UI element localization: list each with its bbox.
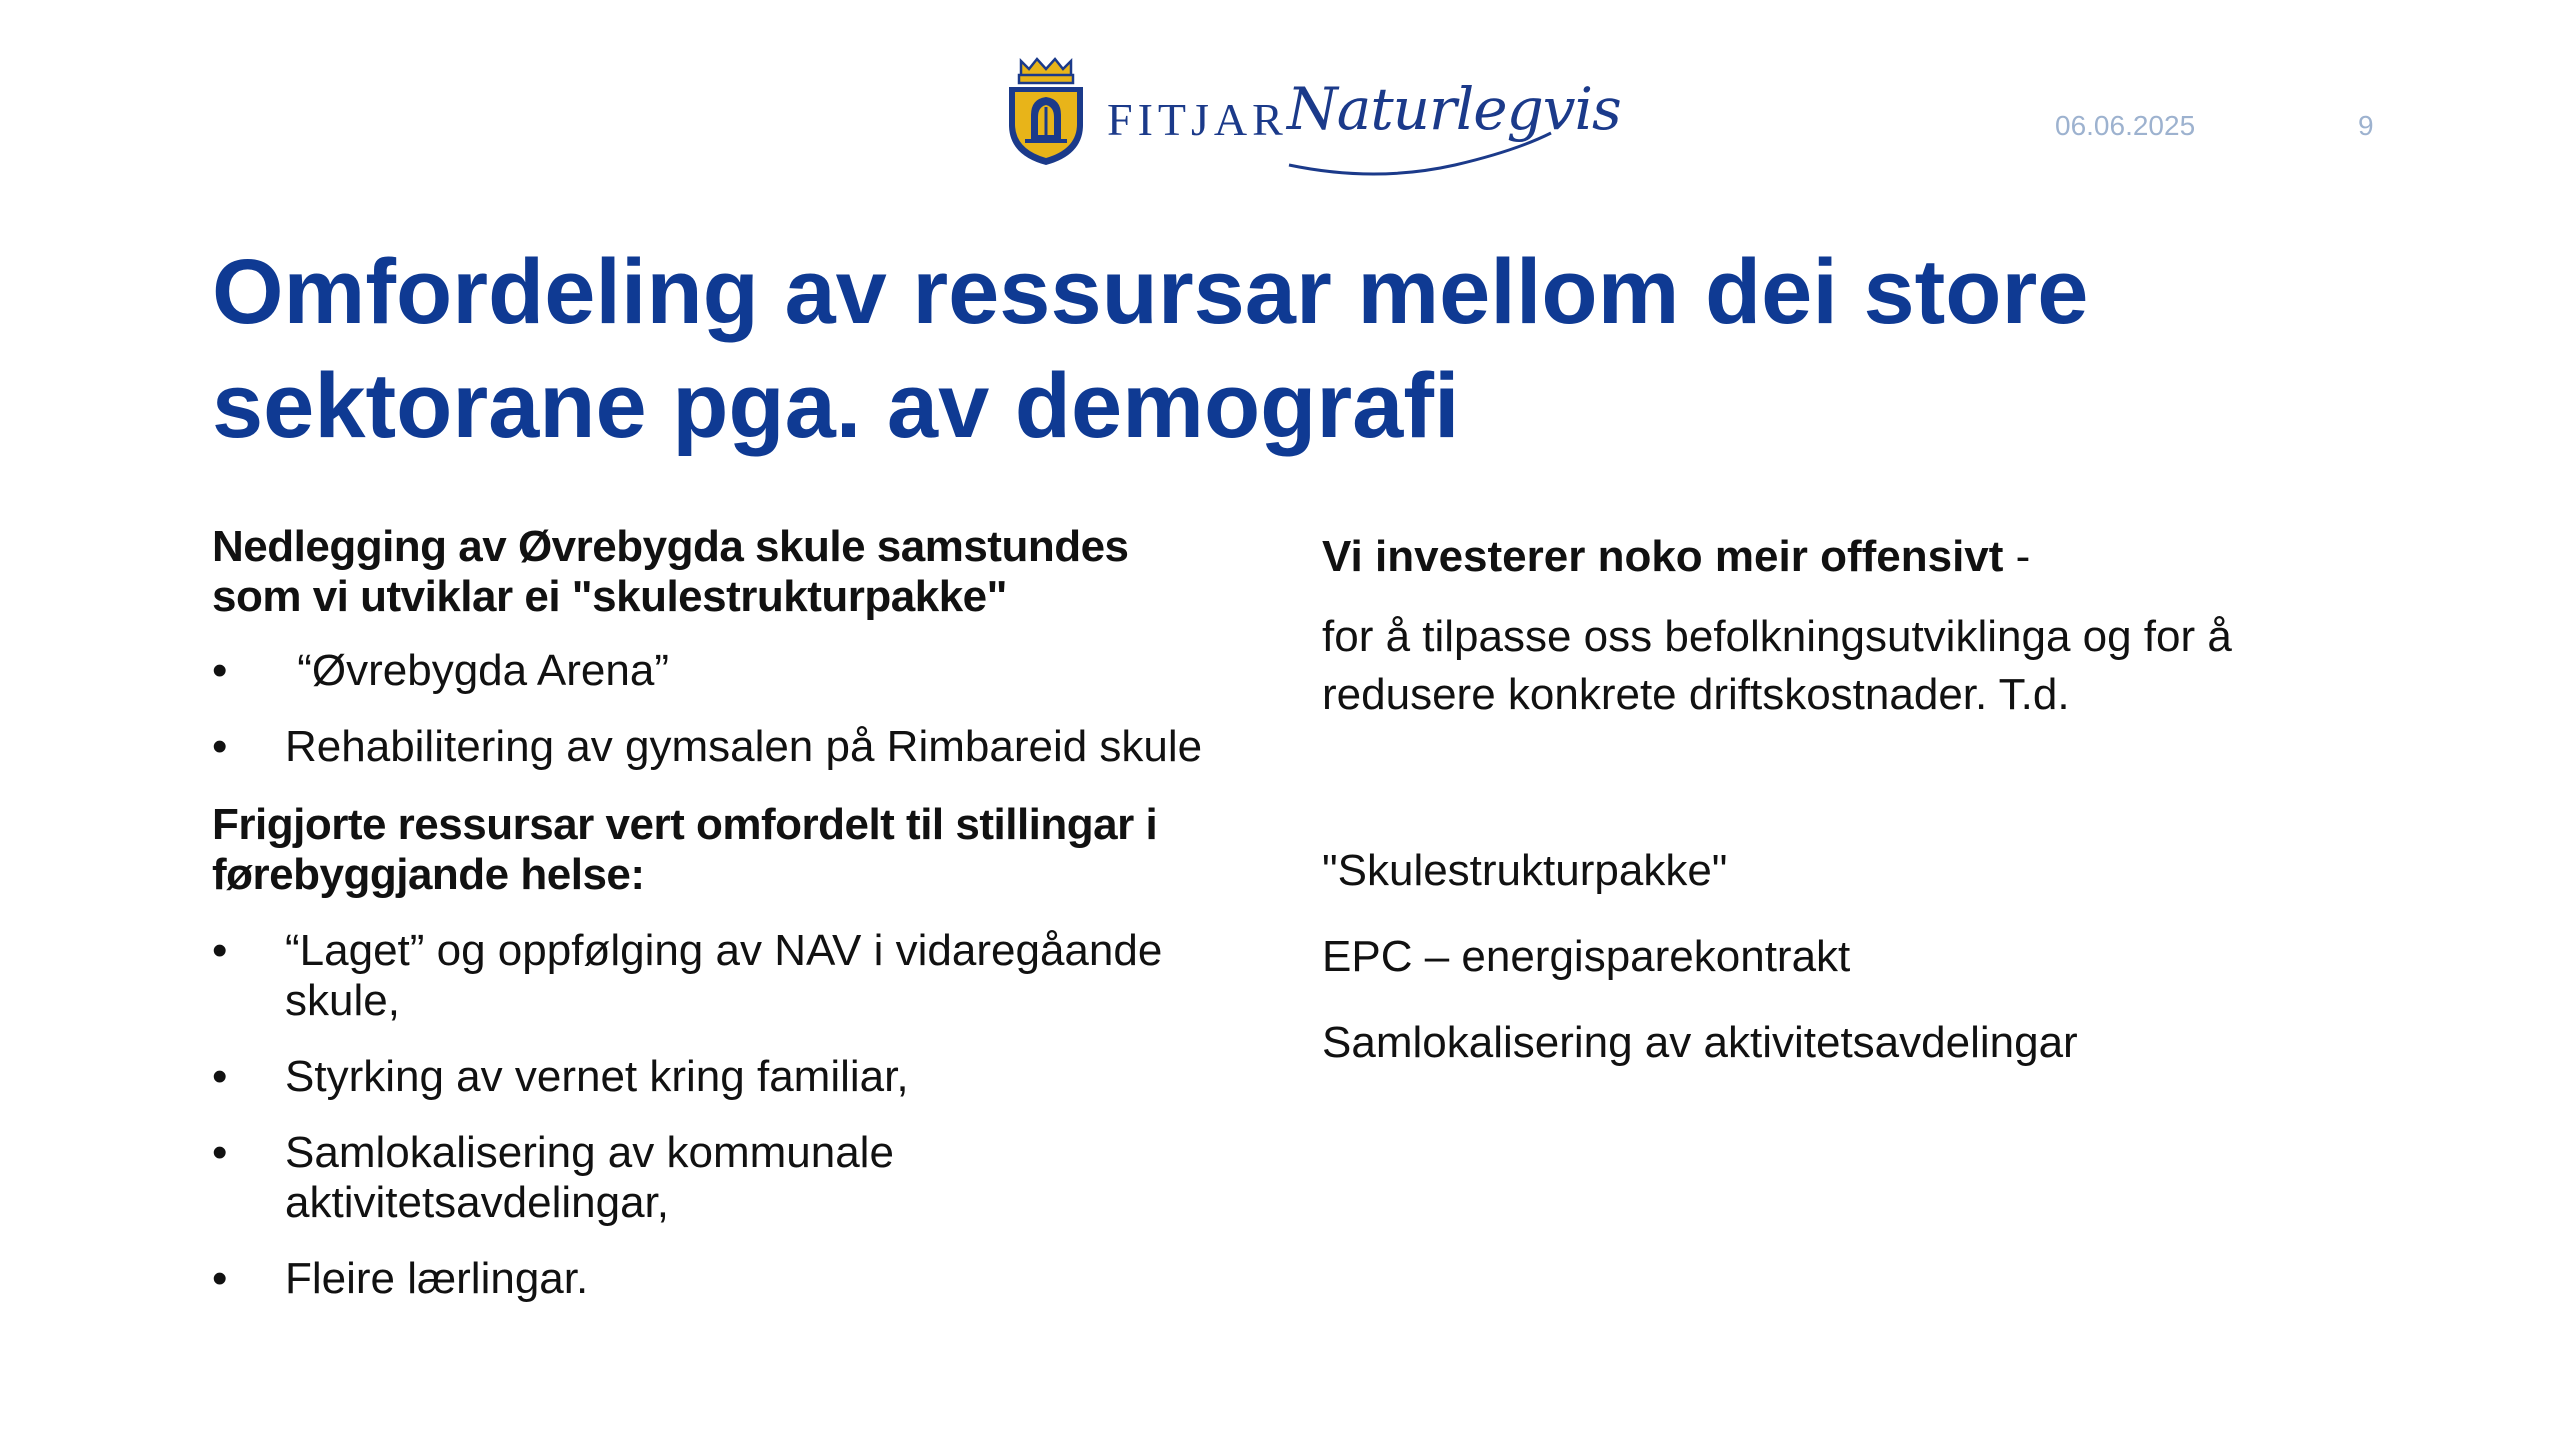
list-item (212, 722, 1285, 772)
fitjar-coat-of-arms-icon (1005, 55, 1087, 167)
list-item (212, 1254, 1272, 1304)
closure-bullet-list (212, 646, 1272, 772)
investment-heading-text: Vi investerer noko meir offensivt (1322, 532, 2004, 581)
bullet-icon: • (212, 926, 228, 975)
slogan-swash-icon (1285, 125, 1555, 180)
investment-item: EPC – energisparekontrakt (1322, 932, 1851, 981)
slide-date: 06.06.2025 (2055, 110, 2196, 141)
left-column (212, 522, 1272, 1304)
left-heading-closure: Nedlegging av Øvrebygda skule samstundes som vi utviklar ei "skulestrukturpakke" (212, 522, 1129, 621)
list-item-text: “Øvrebygda Arena” (285, 646, 669, 695)
list-item (212, 1128, 1085, 1228)
bullet-icon: • (212, 1254, 228, 1303)
bullet-icon: • (212, 1052, 228, 1101)
left-heading-reallocation: Frigjorte ressursar vert omfordelt til stillingar i førebyggjande helse: (212, 800, 1158, 899)
bullet-icon: • (212, 722, 228, 771)
list-item-text: Styrking av vernet kring familiar, (285, 1052, 909, 1101)
reallocation-bullet-list (212, 926, 1272, 1304)
investment-heading-dash: - (2003, 532, 2031, 581)
list-item-text: “Laget” og oppfølging av NAV i vidaregåande skule, (285, 926, 1163, 1025)
page-number: 9 (2358, 110, 2374, 141)
brand-slogan: Naturlegvis (1287, 75, 1621, 143)
bullet-icon: • (212, 1128, 228, 1177)
investment-item: "Skulestrukturpakke" (1322, 846, 1728, 895)
list-item-text: Samlokalisering av kommunale aktivitetsavdelingar, (285, 1128, 894, 1227)
header-logo (1005, 55, 1621, 175)
list-item-text: Fleire lærlingar. (285, 1254, 589, 1303)
list-item (212, 1052, 1272, 1102)
bullet-icon: • (212, 646, 228, 695)
right-heading-investment (1322, 528, 2382, 586)
brand-name: FITJAR (1107, 94, 1288, 145)
investment-item: Samlokalisering av aktivitetsavdelingar (1322, 1018, 2078, 1067)
slide-title: Omfordeling av ressursar mellom dei store sektorane pga. av demografi (212, 241, 2089, 457)
list-item (212, 646, 1272, 696)
right-column (1322, 522, 2382, 1072)
list-item-text: Rehabilitering av gymsalen på Rimbareid skule (285, 722, 1203, 771)
list-item (212, 926, 1272, 1026)
investment-intro: for å tilpasse oss befolkningsutviklinga og for å redusere konkrete driftskostnader. T.d. (1322, 612, 2232, 719)
